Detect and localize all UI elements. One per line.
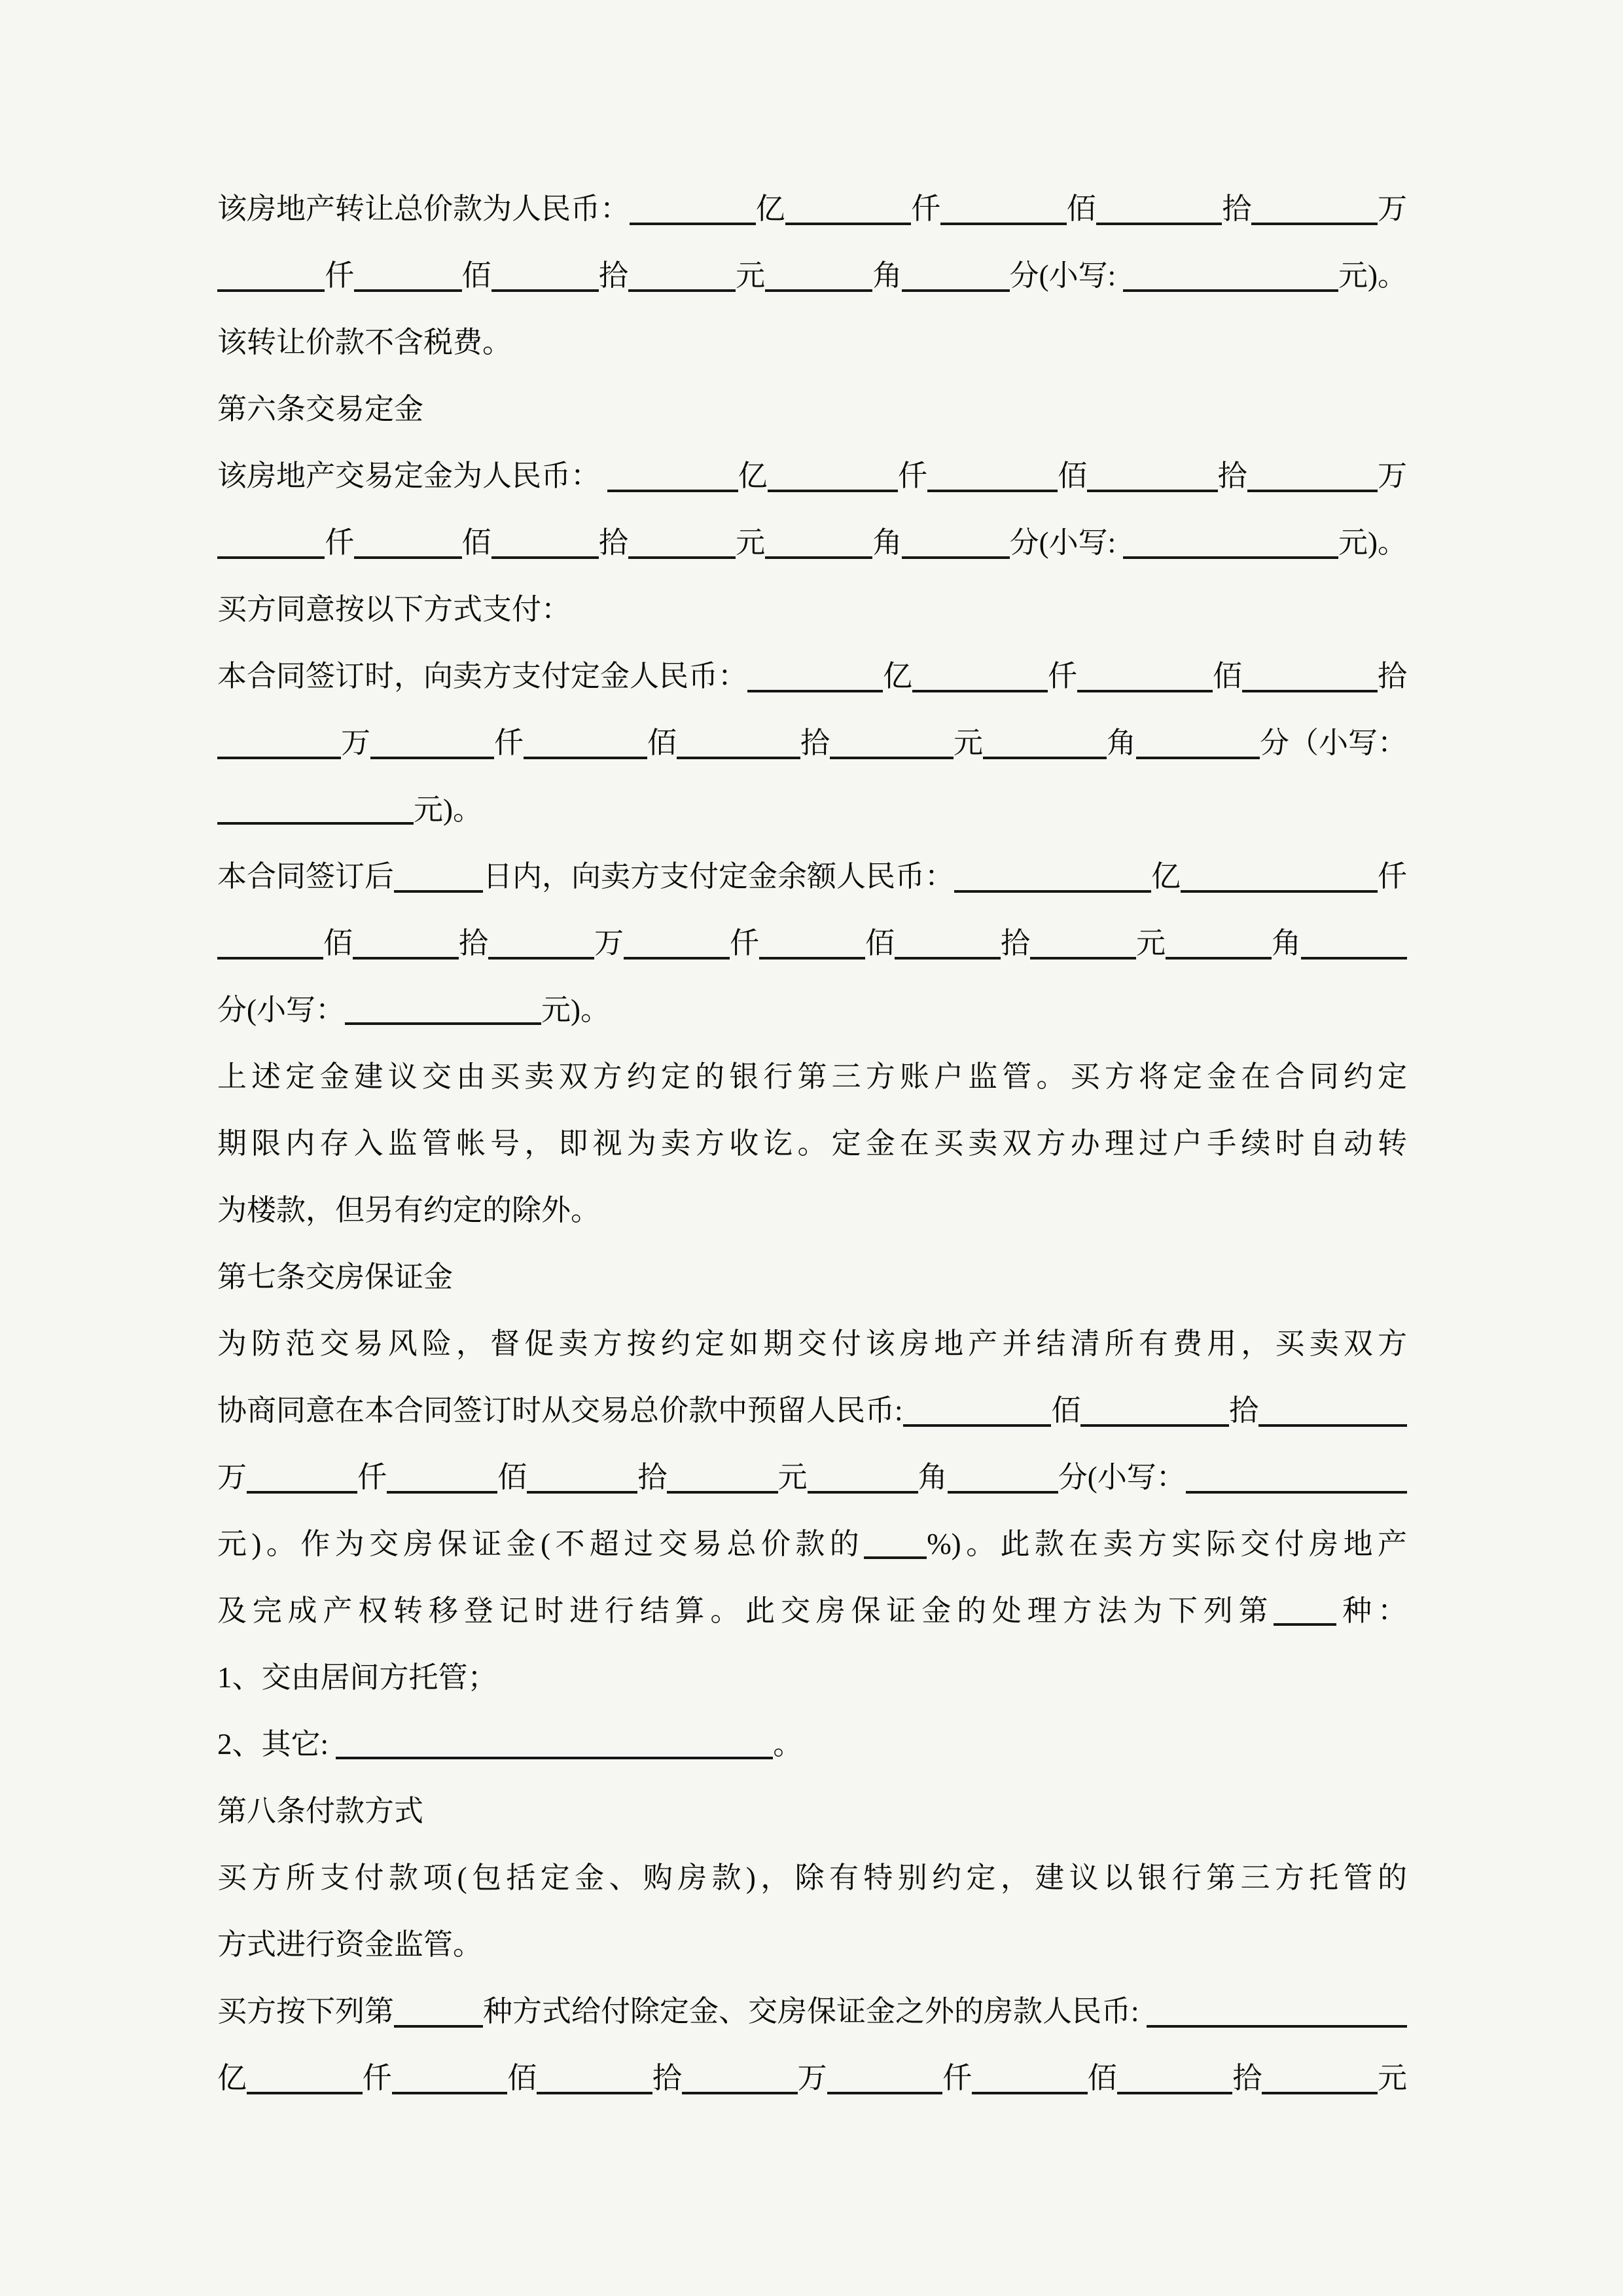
contract-line (217, 643, 1407, 709)
contract-line (217, 1577, 1407, 1644)
contract-text: 角 (918, 1461, 948, 1494)
contract-text: 本合同签订后 (217, 860, 395, 893)
contract-text: 万 (1377, 192, 1407, 225)
blank-field (785, 223, 912, 225)
blank-field (983, 757, 1107, 759)
contract-text: 万 (217, 1461, 247, 1494)
contract-line (217, 843, 1407, 910)
blank-field (768, 490, 898, 492)
blank-field (765, 289, 872, 292)
blank-field (345, 1014, 541, 1025)
contract-text: 元 (1135, 927, 1166, 960)
blank-field (954, 890, 1151, 893)
contract-text: 拾 (1378, 660, 1408, 692)
contract-text: 种方式给付除定金、交房保证金之外的房款人民币: (483, 1995, 1147, 2028)
contract-text: 万 (1377, 459, 1407, 492)
contract-line (217, 1244, 1407, 1310)
contract-text: 协商同意在本合同签订时从交易总价款中预留人民币: (217, 1394, 903, 1427)
contract-text: 分(小写： (1058, 1461, 1186, 1494)
contract-text: 拾 (637, 1461, 668, 1494)
contract-text: 第六条交易定金 (217, 393, 424, 425)
contract-text: 仟 (897, 459, 927, 492)
blank-field (624, 957, 730, 960)
contract-text: 亿 (217, 2062, 247, 2094)
contract-text: 仟 (325, 259, 355, 292)
contract-text: 拾 (1000, 927, 1030, 960)
contract-text: 仟 (493, 726, 524, 759)
contract-text: 亿 (1151, 860, 1181, 893)
blank-field (1262, 2092, 1378, 2094)
blank-field (864, 1549, 927, 1559)
blank-field (394, 890, 483, 893)
blank-field (217, 289, 325, 292)
contract-text: 1、交由居间方托管； (217, 1661, 497, 1694)
contract-text: 分(小写: (1009, 526, 1124, 559)
contract-text: 万 (340, 726, 370, 759)
contract-line (217, 1444, 1407, 1511)
blank-field (1242, 690, 1378, 692)
blank-field (607, 490, 738, 492)
contract-line (217, 376, 1407, 442)
blank-field (1181, 890, 1378, 893)
contract-text: 第八条付款方式 (217, 1795, 424, 1827)
contract-text: 拾 (1232, 2062, 1262, 2094)
contract-text: 佰 (1058, 459, 1088, 492)
blank-field (902, 556, 1009, 559)
contract-text: 角 (1271, 927, 1301, 960)
contract-text: 仟 (911, 192, 941, 225)
contract-line (217, 1043, 1407, 1110)
blank-field (1251, 223, 1378, 225)
blank-field (912, 690, 1048, 692)
blank-field (1247, 490, 1378, 492)
blank-field (628, 289, 736, 292)
contract-text: 佰 (647, 726, 677, 759)
contract-text: 拾 (1222, 192, 1252, 225)
blank-field (1301, 957, 1407, 960)
contract-line (217, 1911, 1407, 1978)
contract-text: 万 (797, 2062, 827, 2094)
contract-text: 拾 (598, 526, 628, 559)
blank-field (940, 223, 1067, 225)
contract-line (217, 1110, 1407, 1177)
contract-text: 日内，向卖方支付定金余额人民币： (483, 860, 955, 893)
contract-text: 买方按下列第 (217, 1995, 395, 2028)
contract-text: 该房地产交易定金为人民币： (217, 459, 608, 492)
contract-line (217, 910, 1407, 977)
blank-field (972, 2092, 1088, 2094)
contract-line (217, 1778, 1407, 1844)
contract-text: 元)。作为交房保证金(不超过交易总价款的 (217, 1528, 865, 1560)
contract-text: 2、其它: (217, 1728, 336, 1761)
contract-text: 仟 (942, 2062, 972, 2094)
blank-field (630, 223, 756, 225)
blank-field (247, 2092, 363, 2094)
contract-text: 方式进行资金监管。 (217, 1928, 483, 1961)
blank-field (370, 757, 494, 759)
contract-line (217, 576, 1407, 643)
contract-text: 该房地产转让总价款为人民币： (217, 192, 630, 225)
blank-field (1166, 957, 1272, 960)
contract-text: %)。此款在卖方实际交付房地产 (927, 1528, 1407, 1560)
blank-field (1136, 757, 1260, 759)
contract-text: 元)。 (541, 994, 610, 1026)
contract-text: 仟 (729, 927, 759, 960)
blank-field (765, 556, 872, 559)
contract-text: 仟 (1048, 660, 1078, 692)
contract-text: 亿 (883, 660, 913, 692)
contract-text: 为防范交易风险，督促卖方按约定如期交付该房地产并结清所有费用，买卖双方 (217, 1327, 1407, 1360)
blank-field (677, 757, 800, 759)
blank-field (491, 289, 599, 292)
contract-text: 分(小写: (1009, 259, 1124, 292)
blank-field (830, 757, 954, 759)
contract-text: 角 (1106, 726, 1136, 759)
contract-text: 元 (736, 259, 766, 292)
contract-text: 分(小写： (217, 994, 345, 1026)
blank-field (682, 2092, 798, 2094)
contract-line (217, 1377, 1407, 1444)
contract-text: 分（小写： (1259, 726, 1407, 759)
contract-text: 亿 (755, 192, 785, 225)
blank-field (1123, 556, 1338, 559)
blank-field (628, 556, 736, 559)
contract-text: 买方所支付款项(包括定金、购房款)，除有特别约定，建议以银行第三方托管的 (217, 1861, 1407, 1894)
contract-text: 佰 (1213, 660, 1243, 692)
contract-text: 买方同意按以下方式支付： (217, 593, 571, 626)
contract-text: 佰 (323, 927, 353, 960)
contract-text: 拾 (1229, 1394, 1259, 1427)
blank-field (667, 1491, 777, 1494)
blank-field (1096, 223, 1222, 225)
contract-text: 本合同签订时，向卖方支付定金人民币： (217, 660, 748, 692)
blank-field (491, 556, 599, 559)
contract-text: 亿 (738, 459, 768, 492)
contract-text: 拾 (1217, 459, 1247, 492)
blank-field (354, 289, 461, 292)
blank-field (524, 757, 647, 759)
contract-text: 拾 (458, 927, 488, 960)
blank-field (808, 1491, 918, 1494)
contract-line (217, 175, 1407, 242)
contract-text: 仟 (362, 2062, 392, 2094)
blank-field (747, 690, 883, 692)
blank-field (387, 1491, 497, 1494)
blank-field (895, 957, 1001, 960)
blank-field (527, 1491, 637, 1494)
contract-line (217, 442, 1407, 509)
contract-text: 仟 (357, 1461, 387, 1494)
contract-line (217, 509, 1407, 576)
contract-text: 该转让价款不含税费。 (217, 326, 512, 359)
blank-field (1186, 1491, 1407, 1494)
contract-line (217, 776, 1407, 843)
contract-text: 期限内存入监管帐号，即视为卖方收讫。定金在买卖双方办理过户手续时自动转 (217, 1127, 1407, 1160)
contract-text: 上述定金建议交由买卖双方约定的银行第三方账户监管。买方将定金在合同约定 (217, 1060, 1407, 1093)
contract-line (217, 1177, 1407, 1244)
blank-field (1030, 957, 1136, 960)
contract-text: 角 (872, 259, 902, 292)
blank-field (927, 490, 1058, 492)
contract-text: 第七条交房保证金 (217, 1261, 454, 1293)
contract-text: 元 (736, 526, 766, 559)
contract-line (217, 977, 1407, 1043)
contract-text: 元)。 (414, 793, 482, 826)
contract-line (217, 1844, 1407, 1911)
contract-text: 仟 (1377, 860, 1407, 893)
blank-field (217, 814, 414, 825)
contract-line (217, 309, 1407, 376)
blank-field (902, 289, 1009, 292)
blank-field (1077, 690, 1213, 692)
blank-field (1274, 1615, 1336, 1626)
contract-line (217, 709, 1407, 776)
blank-field (827, 2092, 943, 2094)
contract-text: 角 (872, 526, 902, 559)
contract-text: 佰 (865, 927, 895, 960)
contract-line (217, 1310, 1407, 1377)
contract-text: 佰 (461, 526, 491, 559)
blank-field (1117, 2092, 1233, 2094)
contract-text: 元)。 (1338, 259, 1407, 292)
contract-text: 元 (1378, 2062, 1408, 2094)
contract-text: 及完成产权转移登记时进行结算。此交房保证金的处理方法为下列第 (217, 1594, 1274, 1627)
blank-field (488, 957, 594, 960)
blank-field (217, 957, 323, 960)
contract-text: 佰 (497, 1461, 527, 1494)
contract-text: 元)。 (1338, 526, 1407, 559)
blank-field (217, 757, 341, 759)
contract-line (217, 2045, 1407, 2111)
blank-field (903, 1424, 1052, 1427)
blank-field (392, 2092, 508, 2094)
contract-text: 元 (953, 726, 983, 759)
contract-text: 拾 (652, 2062, 682, 2094)
blank-field (394, 2025, 483, 2028)
contract-text: 仟 (325, 526, 355, 559)
contract-text: 万 (594, 927, 624, 960)
blank-field (1087, 490, 1217, 492)
blank-field (353, 957, 459, 960)
blank-field (1080, 1424, 1229, 1427)
blank-field (217, 556, 325, 559)
blank-field (336, 1749, 773, 1759)
contract-line (217, 242, 1407, 309)
blank-field (1123, 289, 1338, 292)
contract-line (217, 1644, 1407, 1711)
blank-field (759, 957, 865, 960)
blank-field (1147, 2025, 1407, 2028)
contract-text: 拾 (800, 726, 830, 759)
blank-field (354, 556, 461, 559)
contract-line (217, 1711, 1407, 1778)
blank-field (948, 1491, 1058, 1494)
contract-text: 为楼款，但另有约定的除外。 (217, 1194, 601, 1227)
blank-field (537, 2092, 652, 2094)
contract-line (217, 1511, 1407, 1577)
contract-text: 拾 (598, 259, 628, 292)
blank-field (1258, 1424, 1407, 1427)
contract-text: 元 (777, 1461, 808, 1494)
contract-text: 种： (1336, 1594, 1407, 1627)
contract-text: 佰 (461, 259, 491, 292)
contract-text: 佰 (1066, 192, 1096, 225)
contract-text: 。 (773, 1728, 803, 1761)
blank-field (247, 1491, 357, 1494)
contract-text: 佰 (1087, 2062, 1117, 2094)
contract-line (217, 1978, 1407, 2045)
contract-text: 佰 (507, 2062, 537, 2094)
contract-text: 佰 (1051, 1394, 1081, 1427)
